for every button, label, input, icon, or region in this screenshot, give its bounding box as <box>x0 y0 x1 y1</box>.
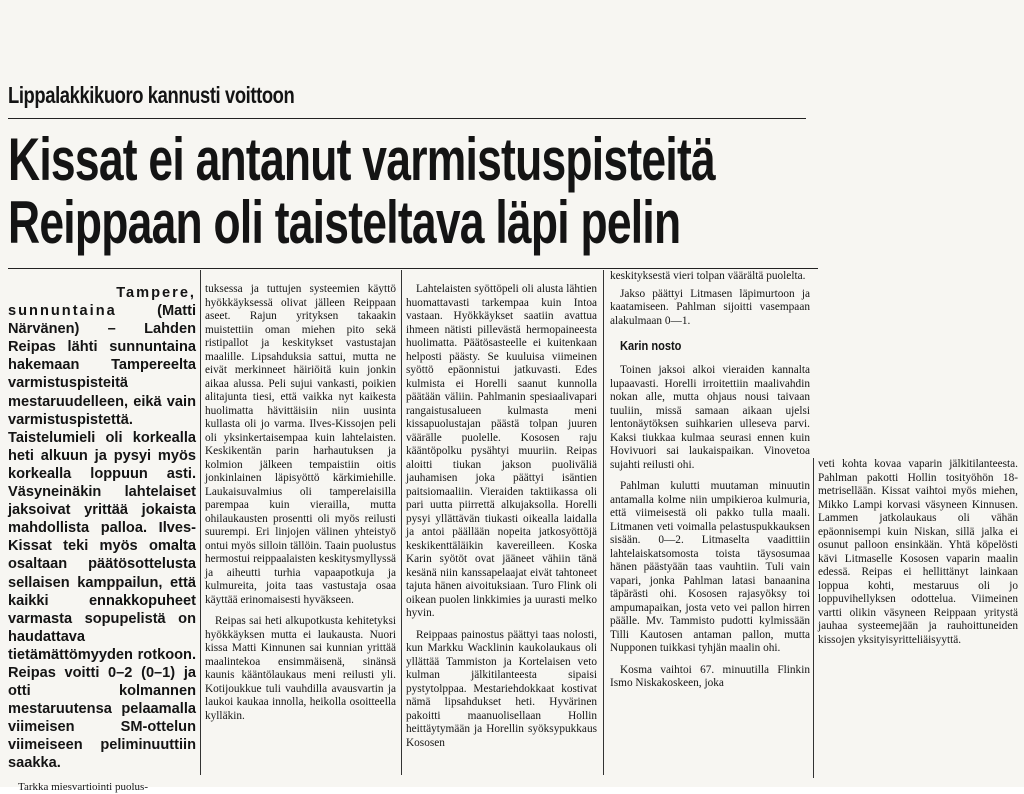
column-rule-4 <box>813 458 814 778</box>
lead-column <box>8 284 196 793</box>
body-column-2 <box>205 283 396 780</box>
lead-tail: Tarkka miesvartiointi puolus- <box>18 780 148 793</box>
paragraph: keskityksestä vieri tolpan väärältä puolelta. <box>610 270 806 282</box>
paragraph: veti kohta kovaa vaparin jälkitilanteesta. Pahlman pakotti Hollin tosityöhön 18-metrisellään. Kissat vaihtoi myös miehen, Mikko Lampi korvasi väsyneen Kinnusen. Lammen jatkolaukaus oli vähän epäonnisempi kuin Niskan, sillä jalka ei osunut palloon ensinkään. Yhtä köpelösti kävi Litmaselle Kososen vaparin maalin edessä. Reipas ei hellittänyt lainkaan loppua kohti, mestaruus oli jo loppuvihellyksen odottelua. Viimeinen vartti olikin väsyneen Reippaan yritystä jauhaa systeemejään ja rauhoittuneiden kissojen yksityisyritteliäisyyttä. <box>818 458 1018 646</box>
paragraph: Kosma vaihtoi 67. minuutilla Flinkin Ismo Niskakoskeen, joka <box>610 663 810 689</box>
paragraph: tuksessa ja tuttujen systeemien käyttö hyökkäyksessä olivat jälleen Reippaan aseet. Rajun yrityksen takaakin muistettiin oman miehen pito sekä ristipallot ja keskitykset vastustajan maalille. Lipsahduksia sattui, mutta ne eivät merkinneet häiriöitä kuin jonkin aikaa alussa. Peli sujui vankasti, poikien alitajunta tiesi, että vaikka nyt kaikesta huolimatta hävittäisiin niin uusinta kullasta oli jo varma. Ilves-Kissojen peli oli yksinkertaisempaa kuin lahtelaisten. Keskikentän parin harhautuksen ja kolmion jälkeen tempaistiin oitis jonkinlainen läpisyöttö kärkimiehille. Laukaisuvalmius oli tamperelaisilla parempaa kuin vierailla, mutta ohilaukausten prosentti oli myös reilusti suurempi. Eri linjojen välinen yhteistyö ontui myös silloin tällöin. Taain puolustus hermostui reippaalaisten keskitysmyllyssä ja aiheutti turhia vapaapotkuja ja kulmureita, joita taas vastustaja osaa käyttää erinomaisesti hyväkseen. <box>205 283 396 606</box>
headline-rule <box>8 268 818 269</box>
paragraph: Reipas sai heti alkupotkusta kehitetyksi hyökkäyksen mutta ei laukausta. Nuori kissa Matti Kinnunen sai kunnian yrittää maalintekoa ensimmäisenä, sinänsä kaunis kääntölaukaus meni reilusti yli. Kotijoukkue tuli vauhdilla avausvartin ja laukoi kaukaa innolla, heikolla osoitteella kylläkin. <box>205 615 396 722</box>
paragraph: Reippaas painostus päättyi taas nolosti, kun Markku Wacklinin kaukolaukaus oli yllättää Tammiston ja Kortelaisen veto kulman jälkitilanteesta sipaisi pystytolppaa. Mestariehdokkaat kostivat nämä lipsahdukset heti. Hyvärinen pakoitti maanuolisellaan Hollin heittäytymään ja Horellin syöksypukkaus Kososen <box>406 628 597 749</box>
headline-line-2: Reippaan oli taisteltava läpi pelin <box>8 189 681 256</box>
headline-line-1: Kissat ei antanut varmistuspisteitä <box>8 126 715 193</box>
paragraph: Lahtelaisten syöttöpeli oli alusta lähtien huomattavasti tarkempaa kuin Intoa vastaan. Hyökkäykset saatiin avattua ihmeen nätisti pillevästä hermopaineesta huolimatta. Päätösasteelle ei kuitenkaan helposti päästy. Se kuuluisa viimeinen syöttö epäonnistui jatkuvasti. Edes kulmista ei Horelli saanut kunnolla päätään väliin. Pahlmanin spesiaalivapari rangaistusalueen kulmasta meni kissapuolustajan päästä tolpan juuren väärälle puolelle. Kososen raju kääntöpolku pysähtyi muuriin. Reipas aloitti tiukan jakson puoliväliä jauhamisen joka päättyi isäntien paitsiomaaliin. Vieraiden taktiikassa oli pari uutta piirrettä alkujaksolla. Horelli pysyi yllättävän tiukasti oikealla laidalla ja antoi päällään nopeita jatkosyöttöjä keskikenttäläikin kavereilleen. Koska Karin syötöt ovat jääneet vähiin tänä kesänä niin kanssapelaajat eivät tahtoneet tajuta hänen aivoituksiaan. Turo Flink oli oikean puolen linkkimies ja uurasti melko hyvin. <box>406 283 597 619</box>
kicker-rule <box>8 118 806 119</box>
lead-paragraph <box>8 284 196 773</box>
body-column-5 <box>818 458 1018 698</box>
paragraph: Pahlman kulutti muutaman minuutin antamalla kolme niin umpikieroa kulmuria, että viimeisestä oli pakko tulla maali. Litmanen veti voimalla pelastuspukkauksen sisään. 0—2. Litmaselta vaadittiin lahtelaiskatsomosta toista täysosumaa hänen päästyään taas vauhtiin. Tuli vain vapari, jonka Pahlman latasi banaanina täpärästi ohi. Kososen rajasyöksy toi ampumapaikan, josta veto vei pallon hirren päälle. Mv. Tammisto pudotti kylmissään Tilli Kautosen antaman pallon, mutta Nupponen tuikkasi tyhjän maalin ohi. <box>610 480 810 654</box>
column-rule-3 <box>603 270 604 775</box>
body-column-3 <box>406 283 597 780</box>
paragraph: Toinen jaksoi alkoi vieraiden kannalta lupaavasti. Horelli irroitettiin maalivahdin nokan alle, mutta ohjaus nousi taivaan tuuliin, missä samaan aikaan ujelsi lentonäytöksen suihkarien ulleseva parvi. Kaksi tiukkaa kulmaa seurasi ennen kuin Hovivuori sai laukaispaikan. Vinovetoa sujahti reilusti ohi. <box>610 364 810 471</box>
paragraph: Jakso päättyi Litmasen läpimurtoon ja kaatamiseen. Pahlman sijoitti vasempaan alakulmaan 0—1. <box>610 287 810 327</box>
lead-text: (Matti Närvänen) – Lahden Reipas lähti sunnuntaina hakemaan Tampereelta varmistuspisteitä mestaruudelleen, eikä vain varmistuspistettä. Taistelumieli oli korkealla heti alkuun ja pysyi myös korkealla loppuun asti. Väsyneinäkin lahtelaiset jaksoivat yrittää jokaista mahdollista palloa. Ilves-Kissat teki myös omalta osaltaan päätösottelusta sellaisen kamppailun, että kaikki ennakkopuheet varmasta sopupelistä on haudattava tietämättömyyden rotkoon. Reipas voitti 0–2 (0–1) ja otti kolmannen mestaruutensa pelaamalla viimeisen SM-ottelun viimeiseen peliminuuttiin saakka. <box>8 303 196 772</box>
column-rule-1 <box>200 270 201 775</box>
dateline: Tampere, sunnuntaina <box>8 285 196 320</box>
subheading: Karin nosto <box>620 338 682 353</box>
body-column-4 <box>610 270 810 780</box>
kicker: Lippalakkikuoro kannusti voittoon <box>8 82 295 108</box>
column-rule-2 <box>401 270 402 775</box>
